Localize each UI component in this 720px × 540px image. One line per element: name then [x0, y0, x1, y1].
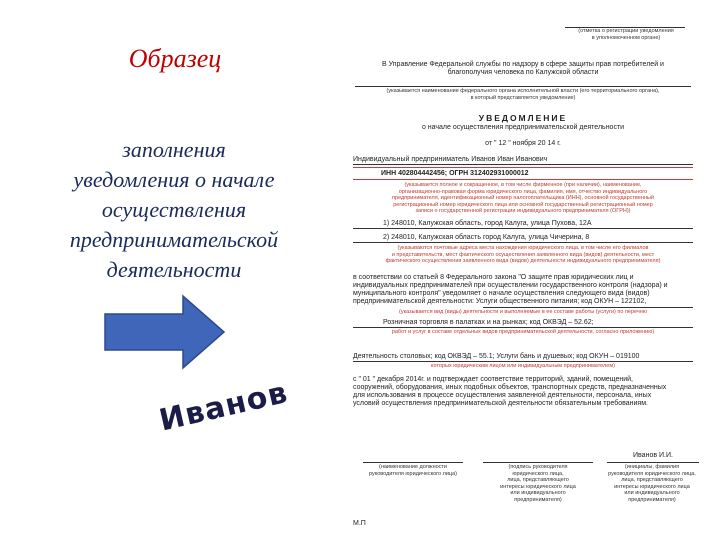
addressee-note-line: в который представляется уведомление) — [470, 94, 576, 101]
applicant-note — [353, 182, 693, 215]
sign-note-line: (наименование должности — [378, 464, 448, 470]
inn-highlight — [353, 179, 693, 180]
sign-note-line: лица, представляющего — [507, 477, 569, 483]
law-text-line: муниципального контроля" уведомляет о начале осуществления следующего вида (видов) — [353, 290, 650, 297]
stamp-note-line: (отметка о регистрации уведомления — [578, 28, 674, 34]
activity-2-note — [353, 363, 693, 370]
form-subheading: о начале осуществления предпринимательской деятельности — [421, 124, 625, 131]
applicant-note-line: предпринимателя, идентификационный номер налогоплательщика (ИНН), основной государственный — [392, 195, 654, 201]
retail-note-line: работ и услуг в составе отдельных видов предпринимательской деятельности, согласно приложению) — [391, 329, 655, 335]
notification-form-document — [333, 22, 709, 534]
slide-body-line: уведомления о начале — [73, 167, 275, 192]
law-text-line: предпринимательской деятельности: Услуги общественного питания; код ОКУН – 122102, — [353, 298, 647, 305]
retail-line: Розничная торговля в палатках и на рынках; код ОКВЭД – 52.62; — [383, 319, 594, 326]
applicant-name: Индивидуальный предприниматель Иванов Иван Иванович — [353, 156, 548, 163]
sign-note-name — [595, 464, 709, 503]
sign-note-line: руководителя юридического лица, — [608, 470, 696, 477]
stamp-note-line: в уполномоченном органе) — [591, 34, 661, 41]
sign-note-line: интересы юридического лица — [614, 483, 690, 490]
sign-note-line: предпринимателя) — [628, 496, 676, 503]
confirm-text — [353, 376, 666, 408]
address-note-line: (указываются почтовые адреса места нахождения юридического лица, в том числе его филиалов — [397, 245, 649, 251]
slide-body-line: деятельности — [106, 257, 242, 282]
applicant-note-line: организационно-правовая форма юридического лица, фамилия, имя, отчество индивидуального — [398, 188, 648, 195]
slide-title: Образец — [128, 44, 222, 73]
activity-2-note-line: которых юридическим лицом или индивидуальным предпринимателем) — [431, 363, 615, 369]
confirm-text-line: сооружений, оборудования, иных подобных объектов, транспортных средств, предназначенных — [353, 384, 667, 391]
printed-name: Иванов И.И. — [633, 452, 673, 459]
confirm-text-line: с " 01 " декабря 2014г. и подтверждает соответствие территорий, зданий, помещений, — [353, 376, 633, 383]
law-text-line: в соответствии со статьей 8 Федерального закона "О защите прав юридических лиц и — [353, 274, 634, 281]
sign-note-line: (инициалы, фамилия — [624, 464, 680, 470]
address-note-line: и представительств, мест фактического осуществления заявленного вида (видов) деятельности, мест — [391, 251, 655, 258]
sign-note-line: или индивидуального — [624, 490, 680, 496]
addressee-note-line: (указывается наименование федерального органа исполнительной власти (его территориального органа), — [386, 88, 660, 94]
confirm-text-line: условий осуществления предпринимательской деятельности обязательным требованиям. — [353, 400, 648, 407]
slide-body-line: заполнения — [122, 137, 226, 162]
activity-line-2: Деятельность столовых; код ОКВЭД – 55.1; Услуги бань и душевых; код ОКУН – 019100 — [353, 353, 640, 360]
right-arrow-icon — [103, 294, 226, 370]
sign-note-line: интересы юридического лица — [500, 483, 576, 490]
inn-highlight — [353, 167, 693, 168]
sign-note-line: или индивидуального — [510, 490, 566, 496]
law-text-line: индивидуальных предпринимателей при осуществлении государственного контроля (надзора) и — [353, 282, 668, 289]
sign-note-line: руководителя юридического лица) — [369, 470, 457, 477]
date-line: от " 12 " ноября 20 14 г. — [485, 140, 561, 147]
addressee — [353, 61, 693, 77]
sign-note-line: предпринимателя) — [514, 496, 562, 503]
addressee-line: В Управление Федеральной службы по надзору в сфере защиты прав потребителей и — [382, 61, 664, 68]
form-heading: УВЕДОМЛЕНИЕ — [478, 113, 568, 123]
address-line-2: 2) 248010, Калужская область город Калуга, улица Чичерина, 8 — [383, 234, 590, 241]
seal-label: М.П — [353, 520, 366, 527]
slide-body-line: предпринимательской — [69, 227, 279, 252]
addressee-note — [353, 88, 693, 101]
retail-note — [353, 329, 693, 336]
handwritten-signature: Иванов — [156, 375, 292, 439]
slide-body — [24, 135, 324, 285]
applicant-note-line: регистрационный номер юридического лица или основной государственный регистрационный номер — [393, 201, 653, 208]
address-line-1: 1) 248010, Калужская область, город Калуга, улица Пухова, 12А — [383, 220, 592, 227]
inn-line: ИНН 402804442456; ОГРН 312402931000012 — [381, 170, 529, 177]
sign-note-signature — [479, 464, 597, 503]
applicant-note-line: (указывается полное и сокращенное, в том числе фирменное (при наличии), наименование, — [404, 182, 642, 188]
confirm-text-line: для использования в процессе осуществления заявленной деятельности, персонала, иных — [353, 392, 652, 399]
applicant-note-line: записи о государственной регистрации индивидуального предпринимателя (ОГРН)) — [415, 208, 631, 214]
addressee-line: благополучия человека по Калужской области — [447, 69, 599, 76]
slide-body-line: осуществления — [101, 197, 247, 222]
sign-note-line: юридического лица, — [512, 470, 564, 477]
law-text — [353, 274, 668, 306]
stamp-note — [561, 28, 691, 41]
address-note — [353, 245, 693, 265]
right-arrow-shape — [105, 296, 224, 368]
activity-note — [353, 309, 693, 316]
sign-note-position — [355, 464, 471, 477]
sign-note-line: (подпись руководителя — [508, 464, 568, 470]
sign-note-line: лица, представляющего — [621, 477, 683, 483]
address-note-line: фактического осуществления заявленного вида (видов) деятельности индивидуального предпринимателя) — [385, 258, 661, 264]
activity-note-line: (указывается вид (виды) деятельности и выполняемые в ее составе работы (услуги) по перечню — [399, 309, 647, 315]
